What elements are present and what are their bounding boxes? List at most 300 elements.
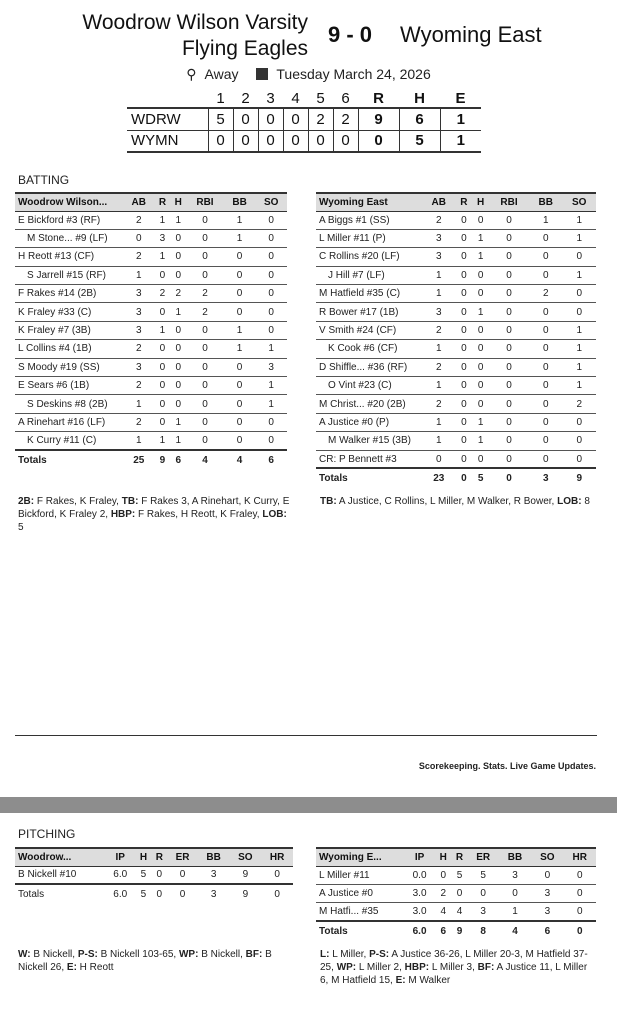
stat-cell: 1 <box>170 303 186 321</box>
stat-cell: 2 <box>529 285 563 303</box>
total-cell: 0 <box>456 468 473 487</box>
stat-cell: 3 <box>198 866 230 884</box>
total-cell: 4 <box>499 921 531 940</box>
stat-cell: 0 <box>529 413 563 431</box>
player-name: M Hatfi... #35 <box>316 903 404 921</box>
stat-cell: 4 <box>435 903 451 921</box>
note-value: B Nickell, <box>30 949 78 960</box>
stat-cell: 0 <box>456 229 473 247</box>
stat-cell: 0 <box>456 211 473 229</box>
stat-cell: 2 <box>123 248 155 266</box>
stat-cell: 1 <box>472 229 489 247</box>
stat-cell: 0 <box>456 358 473 376</box>
table-row <box>15 266 287 284</box>
stat-cell: 0 <box>255 248 287 266</box>
stat-cell: 0 <box>170 340 186 358</box>
note-label: TB: <box>320 496 337 507</box>
linescore-cell: 5 <box>208 108 233 130</box>
pitching-table-home <box>15 847 293 903</box>
stat-cell: 0 <box>186 432 224 450</box>
stat-cell: 0 <box>186 211 224 229</box>
total-cell: 6 <box>531 921 563 940</box>
player-name: O Vint #23 (C) <box>316 377 422 395</box>
linescore-cell: 0 <box>233 108 258 130</box>
stat-cell: 0 <box>529 321 563 339</box>
stat-cell: 1 <box>123 395 155 413</box>
note-value: A Justice, C Rollins, L Miller, M Walker, R Bower, <box>336 496 558 507</box>
total-cell: 6 <box>255 450 287 469</box>
linescore-cell: 5 <box>399 130 440 152</box>
stat-cell: 3 <box>123 321 155 339</box>
stat-cell: 0.0 <box>404 866 435 884</box>
location-label: Away <box>204 66 239 82</box>
note-value: L Miller, <box>329 949 370 960</box>
stat-cell: 1 <box>472 248 489 266</box>
stat-cell: 0 <box>456 340 473 358</box>
stat-cell: 0 <box>224 358 256 376</box>
linescore-cell: 0 <box>258 108 283 130</box>
table-row <box>15 229 287 247</box>
batting-notes-away <box>320 495 596 508</box>
column-header: Woodrow... <box>15 848 105 866</box>
total-cell: 9 <box>230 884 262 903</box>
linescore-team: WDRW <box>127 108 208 130</box>
total-cell: 3 <box>529 468 563 487</box>
note-label: P-S: <box>369 949 390 960</box>
note-value: B Nickell 26, <box>18 949 272 973</box>
stat-cell: 0 <box>170 395 186 413</box>
note-label: E: <box>66 962 77 973</box>
column-header: R <box>456 193 473 211</box>
note-label: P-S: <box>77 949 98 960</box>
stat-cell: 0 <box>155 395 171 413</box>
total-cell: 25 <box>123 450 155 469</box>
note-value: A Justice 36-26, L Miller 20-3, M Hatfield 37-25, <box>320 949 588 973</box>
stat-cell: 1 <box>170 211 186 229</box>
note-label: BF: <box>245 949 263 960</box>
player-name: CR: P Bennett #3 <box>316 450 422 468</box>
note-label: W: <box>18 949 31 960</box>
section-separator <box>0 797 617 813</box>
total-cell: 8 <box>468 921 499 940</box>
linescore-cell: 0 <box>233 130 258 152</box>
stat-cell: 0 <box>562 413 596 431</box>
stat-cell: 0 <box>562 450 596 468</box>
column-header: SO <box>230 848 262 866</box>
table-row <box>316 884 596 902</box>
stat-cell: 0 <box>529 450 563 468</box>
stat-cell: 0 <box>123 229 155 247</box>
note-value: 8 <box>581 496 590 507</box>
player-name: R Bower #17 (1B) <box>316 303 422 321</box>
column-header: IP <box>404 848 435 866</box>
stat-cell: 0 <box>224 303 256 321</box>
player-name: K Fraley #7 (3B) <box>15 321 123 339</box>
stat-cell: 0 <box>489 321 529 339</box>
stat-cell: 0 <box>170 248 186 266</box>
table-header-row <box>316 848 596 866</box>
stat-cell: 1 <box>255 377 287 395</box>
totals-row <box>316 921 596 940</box>
player-name: J Hill #7 (LF) <box>316 266 422 284</box>
stat-cell: 0 <box>224 432 256 450</box>
stat-cell: 0 <box>489 229 529 247</box>
table-row <box>15 377 287 395</box>
stat-cell: 0 <box>456 248 473 266</box>
linescore-cell: 0 <box>208 130 233 152</box>
table-row <box>15 358 287 376</box>
table-header-row <box>15 193 287 211</box>
totals-label: Totals <box>15 884 105 903</box>
stat-cell: 0 <box>468 884 499 902</box>
stat-cell: 4 <box>451 903 467 921</box>
note-label: LOB: <box>262 509 287 520</box>
stat-cell: 1 <box>170 413 186 431</box>
table-row <box>15 303 287 321</box>
linescore-cell: 0 <box>333 130 358 152</box>
stat-cell: 0 <box>562 248 596 266</box>
column-header: IP <box>105 848 136 866</box>
player-name: L Collins #4 (1B) <box>15 340 123 358</box>
stat-cell: 0 <box>472 340 489 358</box>
linescore-cell: 2 <box>308 108 333 130</box>
total-cell: 0 <box>151 884 167 903</box>
stat-cell: 0 <box>167 866 198 884</box>
table-row <box>316 450 596 468</box>
table-row <box>316 321 596 339</box>
column-header: AB <box>422 193 456 211</box>
player-name: M Stone... #9 (LF) <box>15 229 123 247</box>
stat-cell: 0 <box>472 358 489 376</box>
stat-cell: 2 <box>170 285 186 303</box>
total-cell: 0 <box>489 468 529 487</box>
column-header: SO <box>562 193 596 211</box>
note-value: 5 <box>18 522 24 533</box>
stat-cell: 0 <box>255 229 287 247</box>
stat-cell: 0 <box>255 266 287 284</box>
stat-cell: 1 <box>562 321 596 339</box>
stat-cell: 0 <box>529 395 563 413</box>
stat-cell: 0 <box>529 303 563 321</box>
player-name: F Rakes #14 (2B) <box>15 285 123 303</box>
stat-cell: 0 <box>186 321 224 339</box>
note-label: E: <box>395 975 406 986</box>
stat-cell: 1 <box>472 303 489 321</box>
table-row <box>316 248 596 266</box>
note-value: H Reott <box>76 962 114 973</box>
stat-cell: 1 <box>155 432 171 450</box>
linescore-cell: 0 <box>283 108 308 130</box>
stat-cell: 0 <box>261 866 293 884</box>
batting-table-home <box>15 192 287 469</box>
stat-cell: 0 <box>170 358 186 376</box>
stat-cell: 2 <box>186 285 224 303</box>
column-header: SO <box>255 193 287 211</box>
stat-cell: 0 <box>472 266 489 284</box>
linescore-cell: 0 <box>283 130 308 152</box>
player-name: B Nickell #10 <box>15 866 105 884</box>
table-row <box>15 285 287 303</box>
note-label: WP: <box>336 962 357 973</box>
linescore-row <box>127 130 481 152</box>
totals-row <box>15 450 287 469</box>
note-value: M Walker <box>405 975 451 986</box>
stat-cell: 0 <box>562 303 596 321</box>
stat-cell: 1 <box>224 321 256 339</box>
stat-cell: 3 <box>422 248 456 266</box>
stat-cell: 1 <box>562 229 596 247</box>
stat-cell: 1 <box>224 340 256 358</box>
table-row <box>316 211 596 229</box>
stat-cell: 3 <box>422 229 456 247</box>
stat-cell: 0 <box>224 266 256 284</box>
stat-cell: 0 <box>186 340 224 358</box>
stat-cell: 2 <box>186 303 224 321</box>
stat-cell: 0 <box>224 395 256 413</box>
player-name: A Rinehart #16 (LF) <box>15 413 123 431</box>
divider <box>15 735 597 736</box>
stat-cell: 0 <box>489 358 529 376</box>
linescore-row <box>127 108 481 130</box>
stat-cell: 3 <box>123 285 155 303</box>
player-name: V Smith #24 (CF) <box>316 321 422 339</box>
stat-cell: 2 <box>422 395 456 413</box>
stat-cell: 1 <box>155 321 171 339</box>
total-cell: 5 <box>472 468 489 487</box>
stat-cell: 0 <box>451 884 467 902</box>
stat-cell: 1 <box>422 266 456 284</box>
stat-cell: 1 <box>224 211 256 229</box>
total-cell: 6 <box>170 450 186 469</box>
column-header: R <box>151 848 167 866</box>
stat-cell: 9 <box>230 866 262 884</box>
linescore-header-cell: 1 <box>216 90 225 107</box>
stat-cell: 0 <box>489 211 529 229</box>
stat-cell: 0 <box>472 321 489 339</box>
stat-cell: 0 <box>224 248 256 266</box>
stat-cell: 2 <box>435 884 451 902</box>
stat-cell: 1 <box>255 395 287 413</box>
totals-label: Totals <box>15 450 123 469</box>
linescore-header-cell: 6 <box>341 90 350 107</box>
stat-cell: 1 <box>155 211 171 229</box>
total-cell: 5 <box>136 884 152 903</box>
table-row <box>316 285 596 303</box>
stat-cell: 1 <box>529 211 563 229</box>
stat-cell: 2 <box>422 358 456 376</box>
stat-cell: 0 <box>489 248 529 266</box>
player-name: M Walker #15 (3B) <box>316 432 422 450</box>
stat-cell: 3 <box>531 903 563 921</box>
stat-cell: 2 <box>123 211 155 229</box>
stat-cell: 0 <box>529 358 563 376</box>
note-value: B Nickell, <box>198 949 246 960</box>
stat-cell: 5 <box>468 866 499 884</box>
stat-cell: 0 <box>529 377 563 395</box>
stat-cell: 0 <box>224 285 256 303</box>
table-row <box>15 321 287 339</box>
stat-cell: 1 <box>155 248 171 266</box>
table-row <box>316 229 596 247</box>
stat-cell: 0 <box>456 413 473 431</box>
table-row <box>316 266 596 284</box>
total-cell: 9 <box>155 450 171 469</box>
stat-cell: 0 <box>186 229 224 247</box>
stat-cell: 0 <box>472 395 489 413</box>
stat-cell: 2 <box>155 285 171 303</box>
stat-cell: 0 <box>186 395 224 413</box>
player-name: L Miller #11 (P) <box>316 229 422 247</box>
linescore-cell: 0 <box>308 130 333 152</box>
stat-cell: 1 <box>562 211 596 229</box>
total-cell: 4 <box>224 450 256 469</box>
total-cell: 6 <box>435 921 451 940</box>
stat-cell: 0 <box>435 866 451 884</box>
home-team-line2: Flying Eagles <box>181 37 308 60</box>
game-date: Tuesday March 24, 2026 <box>276 66 431 82</box>
table-row <box>15 413 287 431</box>
column-header: Wyoming East <box>316 193 422 211</box>
stat-cell: 1 <box>123 266 155 284</box>
stat-cell: 0 <box>170 321 186 339</box>
column-header: BB <box>224 193 256 211</box>
batting-notes-home <box>18 495 290 534</box>
column-header: AB <box>123 193 155 211</box>
table-row <box>316 903 596 921</box>
table-header-row <box>316 193 596 211</box>
column-header: H <box>170 193 186 211</box>
player-name: M Hatfield #35 (C) <box>316 285 422 303</box>
stat-cell: 1 <box>422 340 456 358</box>
stat-cell: 0 <box>564 866 596 884</box>
stat-cell: 1 <box>472 432 489 450</box>
note-label: HBP: <box>404 962 430 973</box>
linescore-cell: 2 <box>333 108 358 130</box>
column-header: H <box>435 848 451 866</box>
stat-cell: 0 <box>456 377 473 395</box>
stat-cell: 1 <box>562 266 596 284</box>
home-team-name <box>40 10 308 62</box>
table-row <box>316 432 596 450</box>
column-header: RBI <box>186 193 224 211</box>
totals-row <box>316 468 596 487</box>
table-row <box>316 358 596 376</box>
player-name: E Bickford #3 (RF) <box>15 211 123 229</box>
stat-cell: 3.0 <box>404 884 435 902</box>
table-row <box>316 395 596 413</box>
totals-label: Totals <box>316 921 404 940</box>
table-row <box>15 432 287 450</box>
pitching-notes-home <box>18 948 293 974</box>
stat-cell: 0 <box>456 395 473 413</box>
total-cell: 0 <box>261 884 293 903</box>
column-header: Wyoming E... <box>316 848 404 866</box>
stat-cell: 2 <box>562 395 596 413</box>
linescore-cell: 9 <box>358 108 399 130</box>
linescore-header-cell: H <box>414 90 425 107</box>
linescore-header-row <box>127 90 481 108</box>
note-value: L Miller 3, <box>429 962 478 973</box>
player-name: H Reott #13 (CF) <box>15 248 123 266</box>
stat-cell: 3 <box>255 358 287 376</box>
stat-cell: 6.0 <box>105 866 136 884</box>
note-label: 2B: <box>18 496 35 507</box>
column-header: ER <box>468 848 499 866</box>
map-pin-icon: ⚲ <box>186 66 197 82</box>
column-header: RBI <box>489 193 529 211</box>
stat-cell: 3 <box>123 303 155 321</box>
stat-cell: 1 <box>562 358 596 376</box>
stat-cell: 1 <box>472 413 489 431</box>
stat-cell: 0 <box>456 303 473 321</box>
note-value: A Justice 11, L Miller 6, M Hatfield 15, <box>320 962 588 986</box>
linescore-header-cell: 5 <box>316 90 325 107</box>
note-label: BF: <box>477 962 495 973</box>
stat-cell: 0 <box>529 340 563 358</box>
player-name: L Miller #11 <box>316 866 404 884</box>
final-score: 9 - 0 <box>328 22 373 47</box>
stat-cell: 3 <box>499 866 531 884</box>
stat-cell: 0 <box>155 358 171 376</box>
table-row <box>15 248 287 266</box>
stat-cell: 0 <box>456 432 473 450</box>
stat-cell: 0 <box>255 321 287 339</box>
stat-cell: 0 <box>529 229 563 247</box>
total-cell: 23 <box>422 468 456 487</box>
player-name: A Biggs #1 (SS) <box>316 211 422 229</box>
stat-cell: 2 <box>123 377 155 395</box>
player-name: S Moody #19 (SS) <box>15 358 123 376</box>
linescore-cell: 1 <box>440 108 481 130</box>
stat-cell: 0 <box>489 303 529 321</box>
stat-cell: 0 <box>531 866 563 884</box>
stat-cell: 0 <box>489 395 529 413</box>
linescore-header-cell: R <box>373 90 384 107</box>
column-header: BB <box>198 848 230 866</box>
linescore-cell: 0 <box>358 130 399 152</box>
player-name: S Deskins #8 (2B) <box>15 395 123 413</box>
stat-cell: 0 <box>456 321 473 339</box>
linescore-table <box>127 90 481 153</box>
stat-cell: 0 <box>422 450 456 468</box>
linescore-cell: 1 <box>440 130 481 152</box>
pitching-title: PITCHING <box>18 827 76 841</box>
linescore-header-cell <box>127 90 208 108</box>
stat-cell: 1 <box>255 340 287 358</box>
player-name: E Sears #6 (1B) <box>15 377 123 395</box>
stat-cell: 1 <box>562 377 596 395</box>
stat-cell: 0 <box>456 266 473 284</box>
table-row <box>15 340 287 358</box>
table-row <box>316 303 596 321</box>
player-name: A Justice #0 (P) <box>316 413 422 431</box>
linescore-team: WYMN <box>127 130 208 152</box>
stat-cell: 0 <box>564 884 596 902</box>
note-value: F Rakes, K Fraley, <box>34 496 122 507</box>
note-label: L: <box>320 949 330 960</box>
stat-cell: 2 <box>422 211 456 229</box>
batting-title: BATTING <box>18 173 70 187</box>
totals-label: Totals <box>316 468 422 487</box>
column-header: H <box>472 193 489 211</box>
stat-cell: 0 <box>562 285 596 303</box>
note-label: WP: <box>178 949 199 960</box>
totals-row <box>15 884 293 903</box>
stat-cell: 0 <box>255 303 287 321</box>
note-value: L Miller 2, <box>356 962 405 973</box>
linescore-cell: 6 <box>399 108 440 130</box>
stat-cell: 0 <box>472 285 489 303</box>
